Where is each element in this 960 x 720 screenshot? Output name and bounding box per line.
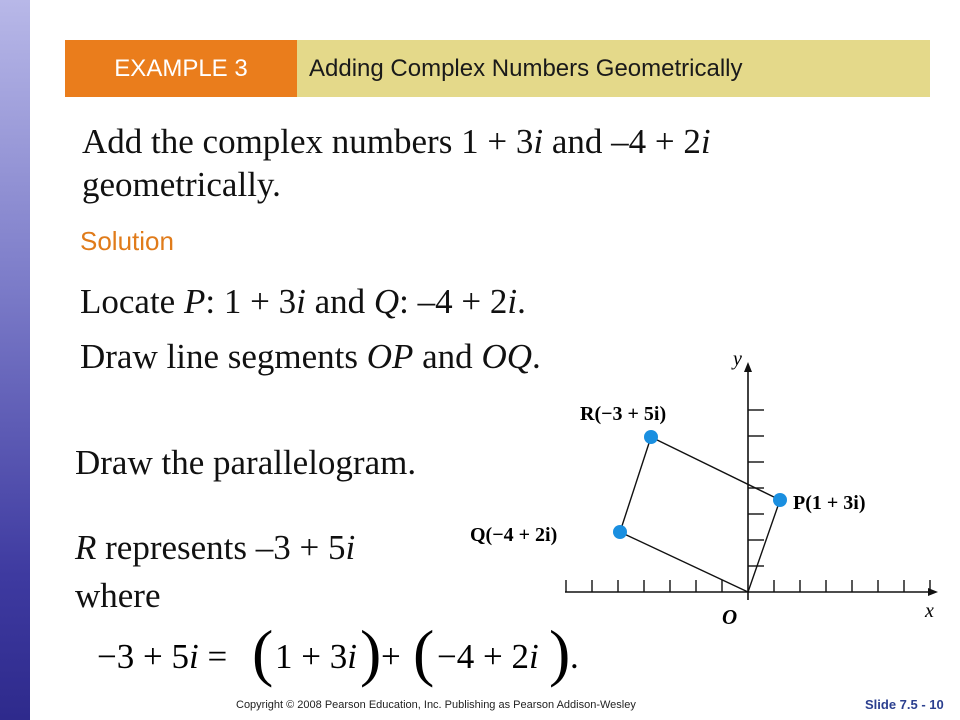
origin-label: O [722, 605, 738, 629]
eq-term-2: −4 + 2i [437, 637, 539, 676]
x-axis-label: x [925, 600, 934, 622]
step1-text-b: : 1 + 3 [205, 282, 297, 321]
eq-paren-open-2: ( [413, 617, 435, 688]
step-draw-parallelogram: Draw the parallelogram. [75, 443, 417, 482]
equation [97, 617, 579, 688]
eq-paren-open-1: ( [252, 617, 274, 688]
step1-text-e: . [517, 282, 526, 321]
point-R [644, 430, 658, 444]
step2-text-a: Draw line segments [80, 337, 367, 376]
step2-text-c: . [532, 337, 541, 376]
step4-i: i [345, 528, 356, 567]
step1-i-2: i [507, 282, 518, 321]
segment-OQ [620, 532, 748, 592]
solution-label: Solution [80, 226, 174, 256]
example-title: Adding Complex Numbers Geometrically [309, 55, 743, 82]
step1-text-a: Locate [80, 282, 184, 321]
problem-i-2: i [700, 122, 711, 161]
slide-number: Slide 7.5 - 10 [865, 697, 944, 712]
label-R: R(−3 + 5i) [580, 403, 667, 425]
step1-Q: Q [373, 282, 400, 321]
y-axis-arrow [744, 362, 752, 372]
copyright-footer: Copyright © 2008 Pearson Education, Inc. Publishing as Pearson Addison-Wesley [236, 699, 636, 711]
eq-period: . [570, 637, 579, 676]
segment-QR [620, 437, 651, 532]
step2-text-b: and [413, 337, 482, 376]
problem-line-2: geometrically. [82, 165, 281, 204]
label-P: P(1 + 3i) [793, 492, 866, 514]
eq-term-1: 1 + 3i [275, 637, 357, 676]
label-Q: Q(−4 + 2i) [470, 524, 558, 546]
y-axis-label: y [733, 348, 742, 370]
step2-OP: OP [366, 337, 414, 376]
step-where: where [75, 576, 161, 615]
problem-text-a: Add the complex numbers 1 + 3 [82, 122, 534, 161]
step4-text-a: represents –3 + 5 [96, 528, 346, 567]
step2-OQ: OQ [481, 337, 532, 376]
eq-paren-close-2: ) [549, 617, 571, 688]
point-P [773, 493, 787, 507]
step1-text-c: and [305, 282, 374, 321]
eq-lhs: −3 + 5i = [97, 637, 228, 676]
segment-PR [651, 437, 780, 500]
step1-i-1: i [296, 282, 306, 321]
step4-R: R [75, 528, 97, 567]
point-Q [613, 525, 627, 539]
eq-paren-close-1: ) [360, 617, 382, 688]
step1-text-d: : –4 + 2 [399, 282, 508, 321]
problem-i-1: i [533, 122, 544, 161]
eq-plus: + [381, 637, 401, 676]
example-label: EXAMPLE 3 [65, 40, 297, 97]
problem-text-b: and –4 + 2 [543, 122, 701, 161]
step1-P: P [183, 282, 206, 321]
